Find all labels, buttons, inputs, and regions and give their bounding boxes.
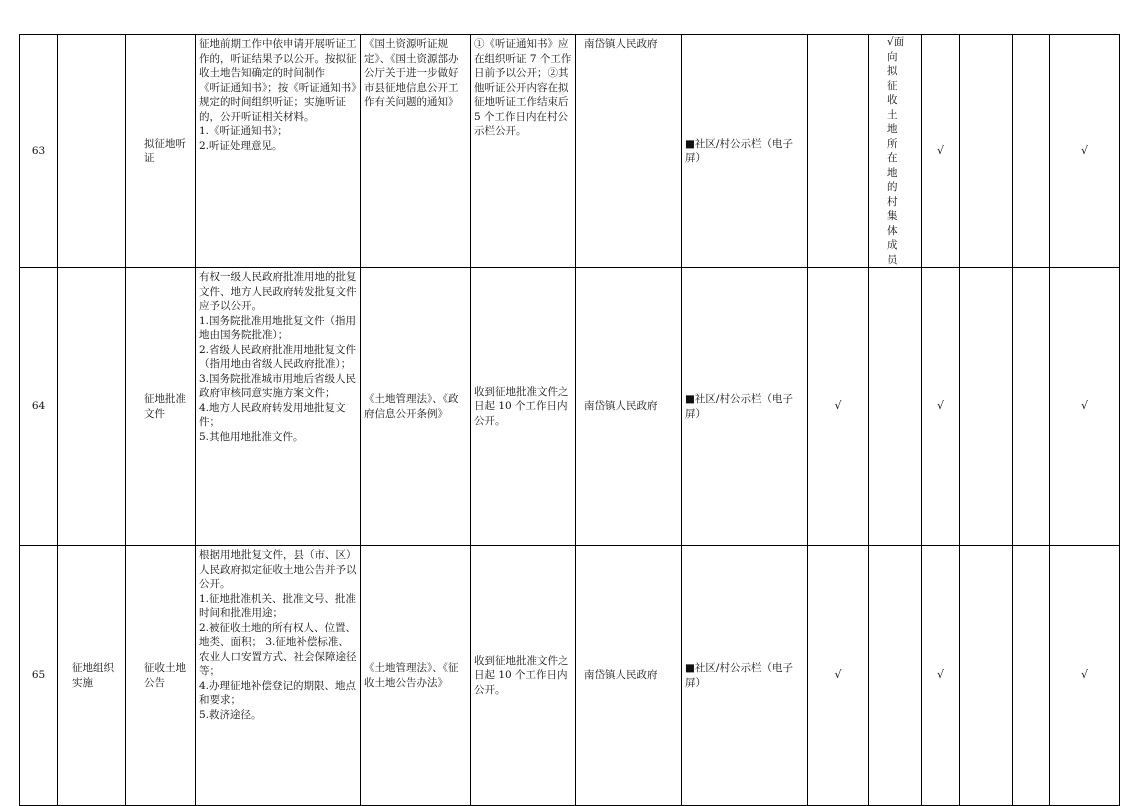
row-seq-cell: 65: [20, 546, 58, 806]
level-township-cell: √: [1050, 268, 1120, 546]
public-all-cell: √: [808, 268, 869, 546]
level-county-cell: [1013, 268, 1050, 546]
category-level2-cell: 拟征地听证: [126, 35, 196, 268]
category-level1-cell: [58, 268, 126, 546]
level-township-cell: √: [1050, 546, 1120, 806]
disclosure-content-cell: 征地前期工作中依申请开展听证工作的，听证结果予以公开。按拟征收土地告知确定的时间制作 《听证通知书》；按《听证通知书》规定的时间组织听证；实施听证的，公开听证相关材料。 1.《听证通知书》； 2.听证处理意见。: [196, 35, 361, 268]
public-specific-cell: [869, 268, 922, 546]
disclosure-channel-cell: ■社区/村公示栏（电子屏）: [682, 546, 808, 806]
time-limit-cell: 收到征地批准文件之日起 10 个工作日内公开。: [471, 268, 576, 546]
disclosure-subject-cell: 南岱镇人民政府: [576, 268, 682, 546]
row-seq-cell: 63: [20, 35, 58, 268]
disclosure-subject-cell: 南岱镇人民政府: [576, 546, 682, 806]
time-limit-cell: 收到征地批准文件之日起 10 个工作日内公开。: [471, 546, 576, 806]
public-specific-cell: [869, 546, 922, 806]
table-row: [20, 35, 1120, 268]
disclosure-content-cell: 有权一级人民政府批准用地的批复文件、地方人民政府转发批复文件应予以公开。 1.国务院批准用地批复文件（指用地由国务院批准）； 2.省级人民政府批准用地批复文件（指用地由省级人民政府批准）； 3.国务院批准城市用地后省级人民政府审核同意实施方案文件； 4.地方人民政府转发用地批复文件； 5.其他用地批准文件。: [196, 268, 361, 546]
legal-basis-cell: 《国土资源听证规定》、《国土资源部办公厅关于进一步做好市县征地信息公开工作有关问题的通知》: [361, 35, 471, 268]
disclosure-channel-cell: ■社区/村公示栏（电子屏）: [682, 35, 808, 268]
level-county-cell: [1013, 546, 1050, 806]
proactive-cell: √: [922, 546, 960, 806]
level-township-cell: √: [1050, 35, 1120, 268]
public-all-cell: √: [808, 546, 869, 806]
public-specific-cell: √面向拟征收土地所在地的村集体成员: [869, 35, 922, 268]
public-all-cell: [808, 35, 869, 268]
proactive-cell: √: [922, 268, 960, 546]
level-county-cell: [1013, 35, 1050, 268]
proactive-cell: √: [922, 35, 960, 268]
legal-basis-cell: 《土地管理法》、《政府信息公开条例》: [361, 268, 471, 546]
disclosure-content-cell: 根据用地批复文件，县（市、区）人民政府拟定征收土地公告并予以公开。 1.征地批准机关、批准文号、批准时间和批准用途； 2.被征收土地的所有权人、位置、地类、面积； 3.征地补偿标准、农业人口安置方式、社会保障途径等； 4.办理征地补偿登记的期限、地点和要求； 5.救济途径。: [196, 546, 361, 806]
disclosure-table: [19, 34, 1120, 806]
on-request-cell: [960, 546, 1013, 806]
category-level1-cell: [58, 35, 126, 268]
table-row: [20, 546, 1120, 806]
on-request-cell: [960, 268, 1013, 546]
time-limit-cell: ①《听证通知书》应在组织听证 7 个工作日前予以公开；②其他听证公开内容在拟征地听证工作结束后 5 个工作日内在村公示栏公开。: [471, 35, 576, 268]
category-level2-cell: 征地批准文件: [126, 268, 196, 546]
category-level2-cell: 征收土地公告: [126, 546, 196, 806]
category-level1-cell: 征地组织实施: [58, 546, 126, 806]
disclosure-subject-cell: 南岱镇人民政府: [576, 35, 682, 268]
row-seq-cell: 64: [20, 268, 58, 546]
disclosure-channel-cell: ■社区/村公示栏（电子屏）: [682, 268, 808, 546]
legal-basis-cell: 《土地管理法》、《征收土地公告办法》: [361, 546, 471, 806]
on-request-cell: [960, 35, 1013, 268]
table-row: [20, 268, 1120, 546]
